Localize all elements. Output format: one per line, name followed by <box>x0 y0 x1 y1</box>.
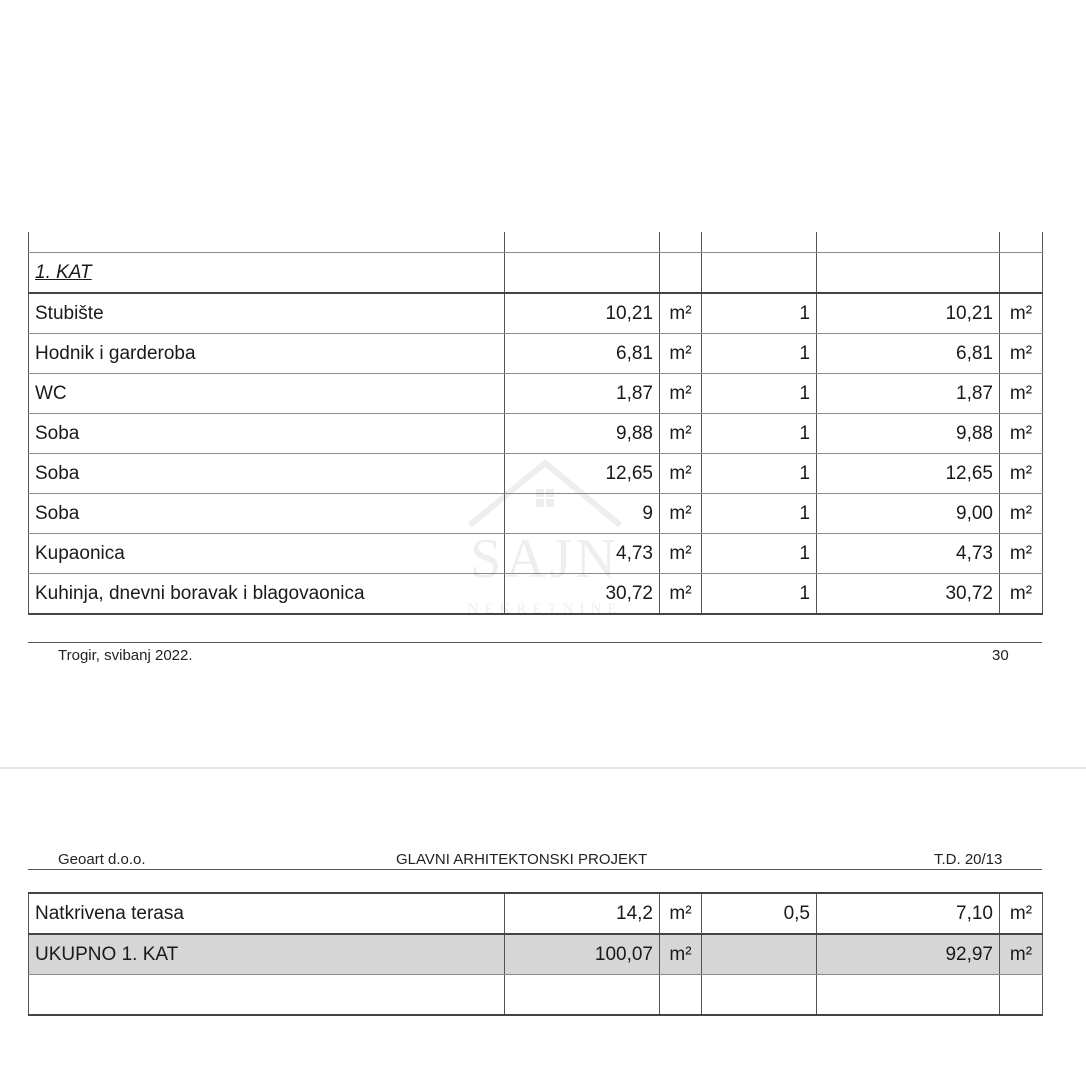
watermark-sub: NEKRETNINE <box>467 601 623 617</box>
net-area: 1,87 <box>817 374 1000 414</box>
header-rule <box>28 869 1042 870</box>
room-name: Kuhinja, dnevni boravak i blagovaonica <box>29 574 505 615</box>
unit-label: m² <box>660 534 702 574</box>
table-row <box>29 414 1043 454</box>
unit-label: m² <box>660 494 702 534</box>
coefficient: 1 <box>702 534 817 574</box>
net-area: 6,81 <box>817 334 1000 374</box>
unit-label: m² <box>660 374 702 414</box>
room-name: Soba <box>29 494 505 534</box>
coefficient: 1 <box>702 414 817 454</box>
room-area: 9,88 <box>505 414 660 454</box>
coefficient: 1 <box>702 293 817 334</box>
coefficient: 1 <box>702 454 817 494</box>
unit-label: m² <box>1000 934 1043 975</box>
table-row-empty <box>29 975 1043 1016</box>
table-row <box>29 494 1043 534</box>
room-name: Soba <box>29 454 505 494</box>
net-area: 9,88 <box>817 414 1000 454</box>
unit-label: m² <box>660 334 702 374</box>
watermark-brand: SAJN <box>470 528 620 590</box>
room-area: 4,73 <box>505 534 660 574</box>
net-area: 7,10 <box>817 893 1000 934</box>
table-row <box>29 293 1043 334</box>
section-title: 1. KAT <box>35 262 92 283</box>
unit-label: m² <box>660 893 702 934</box>
unit-label: m² <box>660 574 702 615</box>
unit-label: m² <box>1000 574 1043 615</box>
room-name: Natkrivena terasa <box>29 893 505 934</box>
room-name: Kupaonica <box>29 534 505 574</box>
coefficient: 1 <box>702 334 817 374</box>
net-area: 9,00 <box>817 494 1000 534</box>
net-area: 12,65 <box>817 454 1000 494</box>
unit-label: m² <box>1000 454 1043 494</box>
table-row-continuation <box>29 232 1043 253</box>
room-name: Soba <box>29 414 505 454</box>
coefficient: 1 <box>702 574 817 615</box>
unit-label: m² <box>1000 293 1043 334</box>
total-name: UKUPNO 1. KAT <box>29 934 505 975</box>
page-separator <box>0 767 1086 769</box>
header-project: GLAVNI ARHITEKTONSKI PROJEKT <box>396 851 648 868</box>
unit-label: m² <box>660 293 702 334</box>
area-table-upper <box>28 232 1043 615</box>
net-area: 10,21 <box>817 293 1000 334</box>
coefficient: 1 <box>702 494 817 534</box>
unit-label: m² <box>1000 534 1043 574</box>
table-row <box>29 374 1043 414</box>
footer-place-date: Trogir, svibanj 2022. <box>58 647 193 664</box>
total-result: 92,97 <box>817 934 1000 975</box>
footer-rule <box>28 642 1042 643</box>
table-row <box>29 574 1043 615</box>
room-area: 6,81 <box>505 334 660 374</box>
area-table-lower <box>28 892 1043 1016</box>
room-name: Hodnik i garderoba <box>29 334 505 374</box>
unit-label: m² <box>1000 893 1043 934</box>
room-area: 9 <box>505 494 660 534</box>
unit-label: m² <box>660 454 702 494</box>
unit-label: m² <box>1000 494 1043 534</box>
unit-label: m² <box>1000 374 1043 414</box>
unit-label: m² <box>660 414 702 454</box>
coefficient: 0,5 <box>702 893 817 934</box>
room-area: 14,2 <box>505 893 660 934</box>
unit-label: m² <box>660 934 702 975</box>
header-company: Geoart d.o.o. <box>58 851 146 868</box>
coefficient: 1 <box>702 374 817 414</box>
unit-label: m² <box>1000 334 1043 374</box>
table-row-section <box>29 253 1043 294</box>
room-area: 30,72 <box>505 574 660 615</box>
page-number: 30 <box>992 647 1009 664</box>
total-area: 100,07 <box>505 934 660 975</box>
room-name: WC <box>29 374 505 414</box>
unit-label: m² <box>1000 414 1043 454</box>
net-area: 30,72 <box>817 574 1000 615</box>
room-area: 1,87 <box>505 374 660 414</box>
header-doc-ref: T.D. 20/13 <box>934 851 1003 868</box>
room-area: 10,21 <box>505 293 660 334</box>
table-row <box>29 454 1043 494</box>
table-row <box>29 334 1043 374</box>
net-area: 4,73 <box>817 534 1000 574</box>
room-name: Stubište <box>29 293 505 334</box>
table-row <box>29 893 1043 934</box>
table-row <box>29 534 1043 574</box>
table-row-total <box>29 934 1043 975</box>
room-area: 12,65 <box>505 454 660 494</box>
